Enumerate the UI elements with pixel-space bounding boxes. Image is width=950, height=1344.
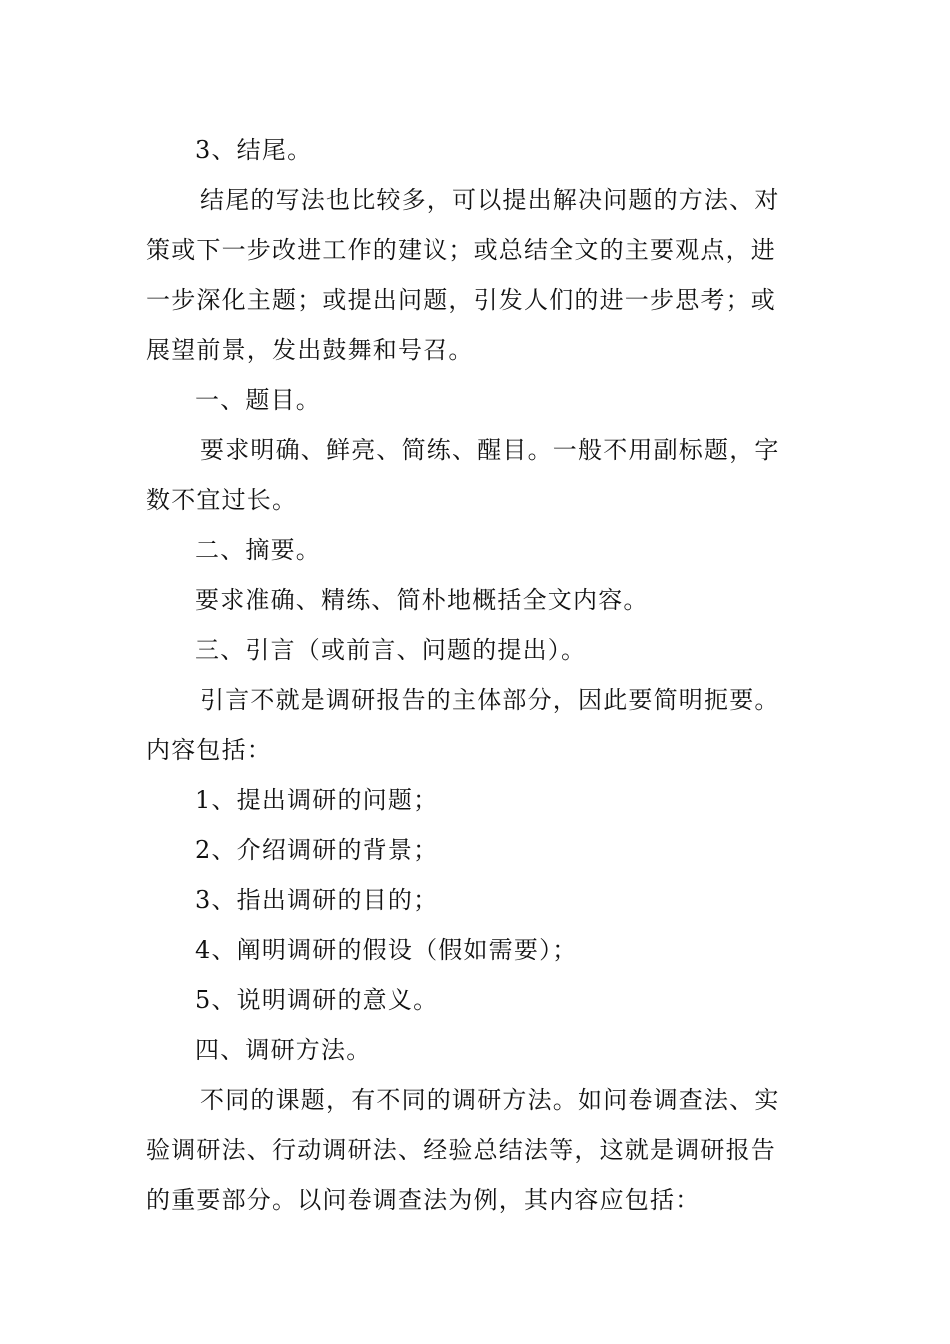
text-line: 要求明确、鲜亮、简练、醒目。一般不用副标题，字 [200,436,780,464]
text-line: 要求准确、精练、简朴地概括全文内容。 [195,586,649,614]
text-line: 结尾的写法也比较多，可以提出解决问题的方法、对 [200,186,780,214]
text-line: 不同的课题，有不同的调研方法。如问卷调查法、实 [200,1086,780,1114]
text-line: 展望前景，发出鼓舞和号召。 [146,336,474,364]
text-line: 一、题目。 [195,386,321,414]
text-line: 5、说明调研的意义。 [195,986,439,1014]
text-line: 的重要部分。以问卷调查法为例，其内容应包括： [146,1186,701,1214]
text-line: 数不宜过长。 [146,486,298,514]
text-line: 四、调研方法。 [195,1036,372,1064]
text-line: 1、提出调研的问题； [195,786,439,814]
text-line: 三、引言（或前言、问题的提出）。 [195,636,587,664]
text-line: 3、结尾。 [195,136,313,164]
text-line: 2、介绍调研的背景； [195,836,439,864]
text-line: 二、摘要。 [195,536,321,564]
text-line: 3、指出调研的目的； [195,886,439,914]
text-line: 一步深化主题；或提出问题，引发人们的进一步思考；或 [146,286,776,314]
text-line: 4、阐明调研的假设（假如需要）； [195,936,578,964]
text-line: 验调研法、行动调研法、经验总结法等，这就是调研报告 [146,1136,776,1164]
text-line: 策或下一步改进工作的建议；或总结全文的主要观点，进 [146,236,776,264]
text-line: 引言不就是调研报告的主体部分，因此要简明扼要。 [200,686,780,714]
text-line: 内容包括： [146,736,272,764]
